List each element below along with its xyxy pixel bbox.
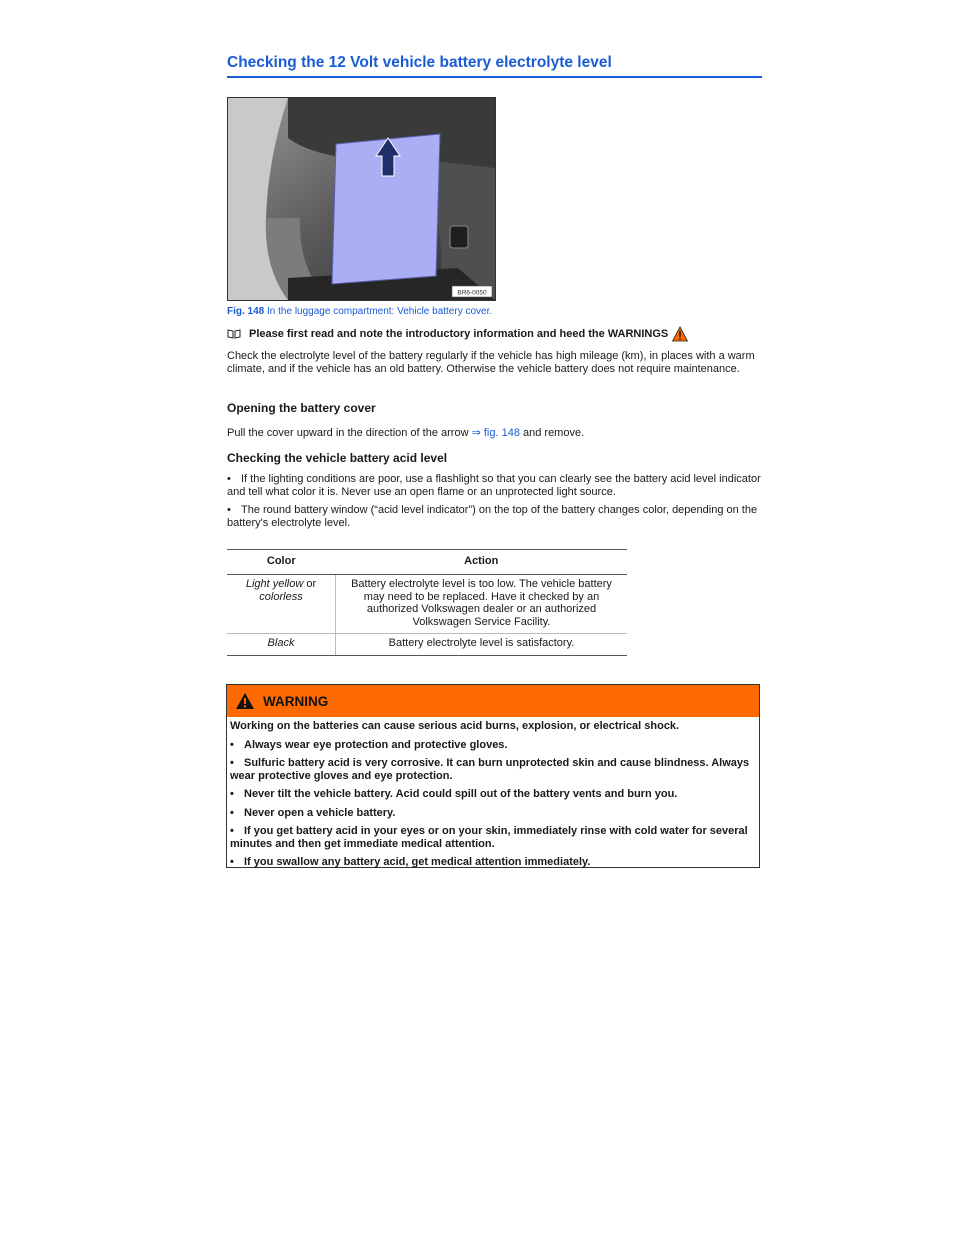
color-action-table xyxy=(227,549,627,656)
opening-text-after: and remove. xyxy=(519,427,585,439)
color-light-yellow: Light yellow xyxy=(245,578,304,590)
intro-text: Please first read and note the introductory information and heed the WARNINGS xyxy=(249,328,669,340)
warning-item-text: Always wear eye protection and protective gloves. xyxy=(244,738,508,751)
bullet-dot: • xyxy=(230,757,234,769)
bullet-dot: • xyxy=(227,504,231,516)
table-row xyxy=(227,634,627,656)
bullet-dot: • xyxy=(227,473,231,485)
warning-triangle-icon xyxy=(672,326,688,342)
table-header-action: Action xyxy=(336,550,628,575)
table-cell-color xyxy=(227,634,336,656)
warning-box xyxy=(226,684,760,868)
warning-header xyxy=(227,685,759,717)
figure-caption xyxy=(227,306,492,317)
intro-paragraph: Check the electrolyte level of the battery regularly if the vehicle has high mileage (km), in places with a warm climate, and if the vehicle has an old battery. Otherwise the vehicle battery does not require maintenance. xyxy=(227,350,755,375)
luggage-compartment-figure xyxy=(227,97,496,301)
color-or: or xyxy=(303,578,317,590)
warning-item-text: Never tilt the vehicle battery. Acid could spill out of the battery vents and burn you. xyxy=(244,788,678,800)
table-row xyxy=(227,575,627,634)
book-icon xyxy=(227,329,241,339)
table-cell-action: Battery electrolyte level is too low. The vehicle battery may need to be replaced. Have it checked by an authorized Volkswagen dealer or an authorized Volkswagen Service Facility. xyxy=(336,575,628,634)
bullet-dot: • xyxy=(230,825,234,837)
warning-item xyxy=(230,757,756,782)
warning-item xyxy=(230,856,756,869)
warning-item-text: If you get battery acid in your eyes or on your skin, immediately rinse with cold water for several minutes and then get immediate medical attention. xyxy=(230,825,748,850)
bullet-dot: • xyxy=(230,806,234,819)
table-header-color: Color xyxy=(227,550,336,575)
section-heading-checking: Checking the vehicle battery acid level xyxy=(227,451,448,465)
warning-item xyxy=(230,739,756,752)
color-black: Black xyxy=(267,637,295,649)
bullet-item xyxy=(227,473,762,499)
battery-cover-illustration xyxy=(228,98,495,300)
figure-link[interactable]: ⇒ fig. 148 xyxy=(471,427,520,439)
figure-label: Fig. 148 xyxy=(227,306,265,317)
table-cell-action: Battery electrolyte level is satisfactory. xyxy=(336,634,628,656)
intro-line xyxy=(227,326,688,342)
color-colorless: colorless xyxy=(259,590,303,603)
bullet-dot: • xyxy=(230,738,234,751)
bullet-dot: • xyxy=(230,788,234,800)
opening-text-before: Pull the cover upward in the direction of the arrow xyxy=(227,427,472,439)
warning-icon xyxy=(235,692,255,710)
warning-title: WARNING xyxy=(263,693,329,709)
figure-caption-text: In the luggage compartment: Vehicle battery cover. xyxy=(264,306,493,317)
warning-body xyxy=(227,717,759,869)
table-cell-color xyxy=(227,575,336,634)
figure-code: BR6-0050 xyxy=(457,289,487,297)
warning-item-text: If you swallow any battery acid, get medical attention immediately. xyxy=(244,856,591,868)
bullet-dot: • xyxy=(230,856,234,868)
page-title: Checking the 12 Volt vehicle battery electrolyte level xyxy=(227,54,762,78)
opening-instruction xyxy=(227,427,762,440)
warning-item-text: Sulfuric battery acid is very corrosive. It can burn unprotected skin and cause blindness. Always wear protective gloves and eye protection. xyxy=(230,757,750,782)
section-heading-opening: Opening the battery cover xyxy=(227,401,376,415)
warning-item xyxy=(230,788,756,801)
warning-item xyxy=(230,825,756,850)
warning-lead: Working on the batteries can cause serious acid burns, explosion, or electrical shock. xyxy=(230,720,680,732)
bullet-text: The round battery window (“acid level indicator”) on the top of the battery changes color, depending on the battery's electrolyte level. xyxy=(227,504,758,529)
bullet-item xyxy=(227,504,762,530)
warning-item xyxy=(230,807,756,820)
bullet-text: If the lighting conditions are poor, use a flashlight so that you can clearly see the battery acid level indicator and tell what color it is. Never use an open flame or an unprotected light source. xyxy=(227,473,761,498)
warning-item-text: Never open a vehicle battery. xyxy=(244,806,396,819)
